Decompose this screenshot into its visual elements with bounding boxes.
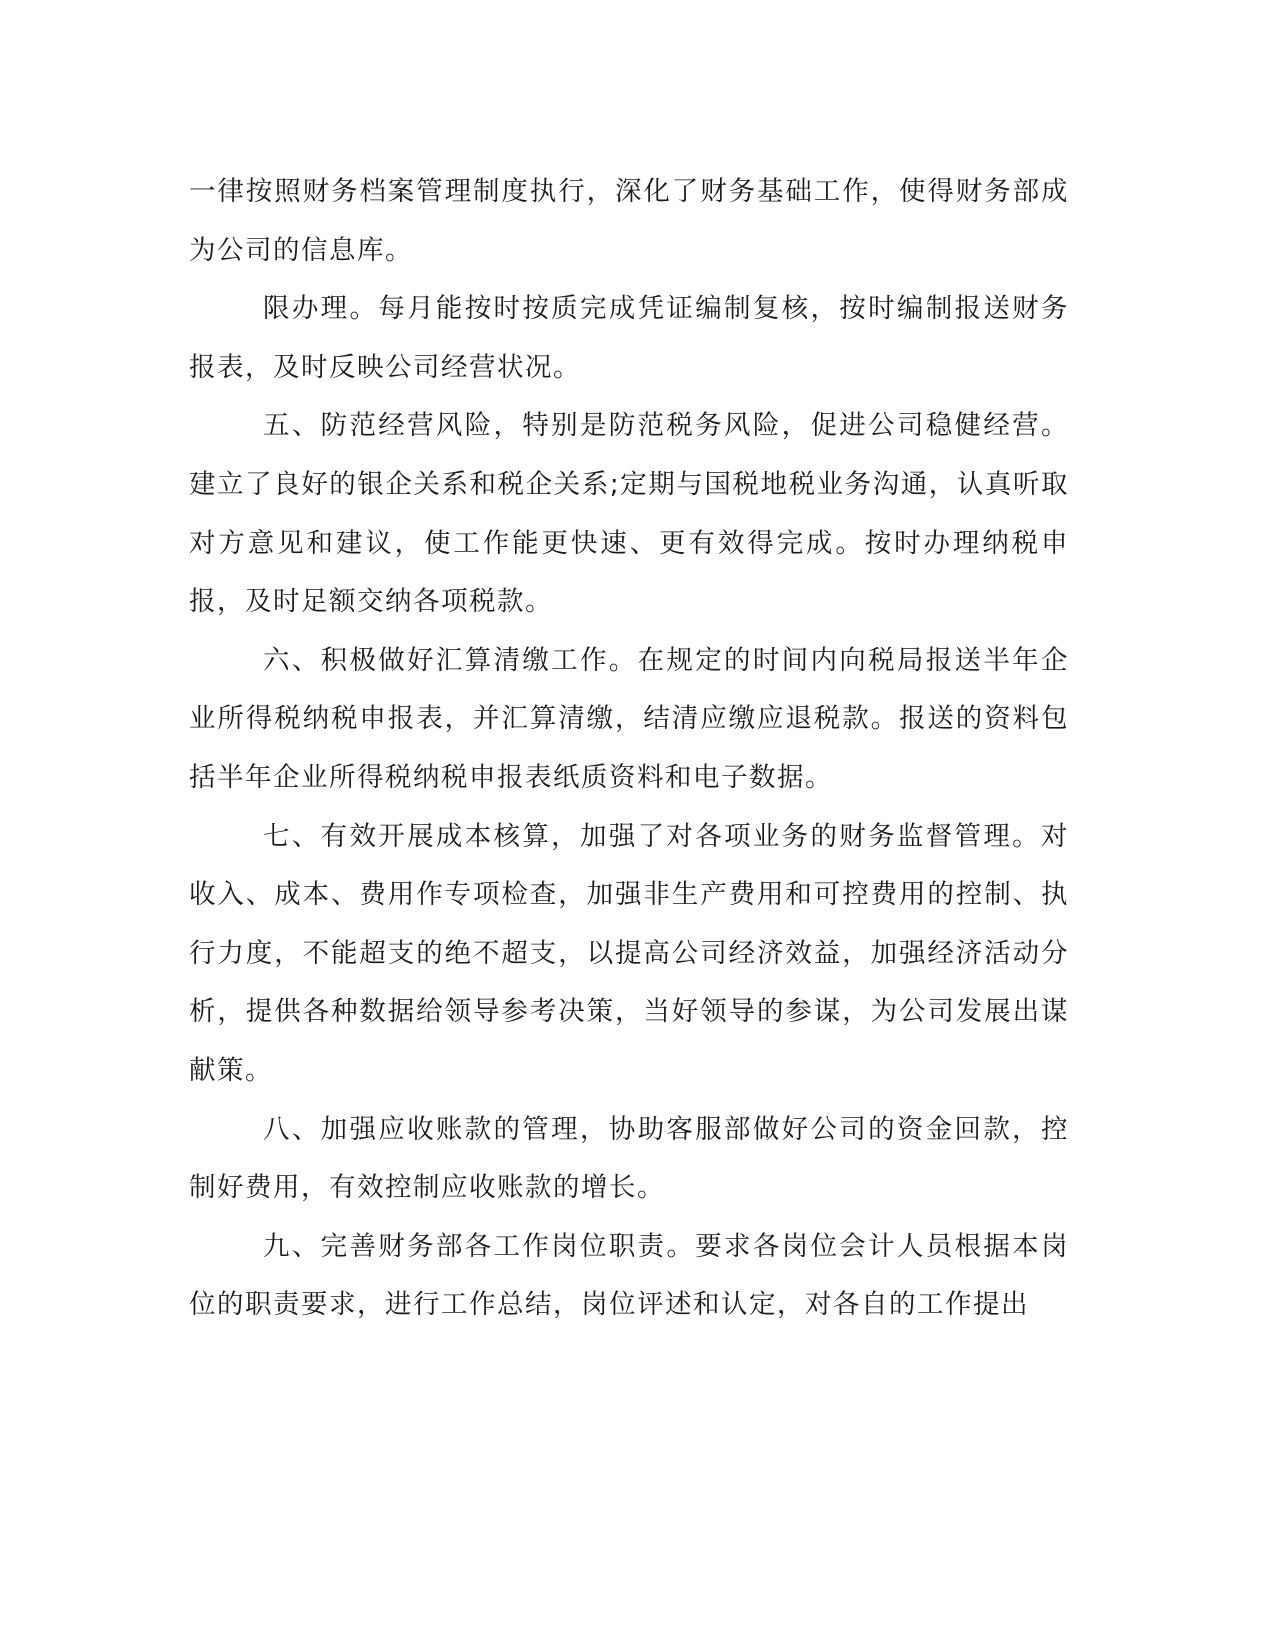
paragraph-cost-accounting: 七、有效开展成本核算，加强了对各项业务的财务监督管理。对收入、成本、费用作专项检查，加强非生产费用和可控费用的控制、执行力度，不能超支的绝不超支，以提高公司经济效益，加强经济活动分析，提供各种数据给领导参考决策，当好领导的参谋，为公司发展出谋献策。	[189, 820, 1069, 1086]
document-body	[189, 163, 1069, 1335]
paragraph-archive-management: 一律按照财务档案管理制度执行，深化了财务基础工作，使得财务部成为公司的信息库。	[189, 176, 1069, 266]
paragraph-monthly-reports: 限办理。每月能按时按质完成凭证编制复核，按时编制报送财务报表，及时反映公司经营状况。	[189, 293, 1069, 383]
paragraph-risk-prevention: 五、防范经营风险，特别是防范税务风险，促进公司稳健经营。建立了良好的银企关系和税企关系;定期与国税地税业务沟通，认真听取对方意见和建议，使工作能更快速、更有效得完成。按时办理纳税申报，及时足额交纳各项税款。	[189, 410, 1069, 618]
paragraph-receivables: 八、加强应收账款的管理，协助客服部做好公司的资金回款，控制好费用，有效控制应收账款的增长。	[189, 1113, 1069, 1204]
paragraph-tax-settlement: 六、积极做好汇算清缴工作。在规定的时间内向税局报送半年企业所得税纳税申报表，并汇算清缴，结清应缴应退税款。报送的资料包括半年企业所得税纳税申报表纸质资料和电子数据。	[189, 644, 1069, 793]
paragraph-job-responsibilities: 九、完善财务部各工作岗位职责。要求各岗位会计人员根据本岗位的职责要求，进行工作总结，岗位评述和认定，对各自的工作提出	[189, 1230, 1069, 1321]
